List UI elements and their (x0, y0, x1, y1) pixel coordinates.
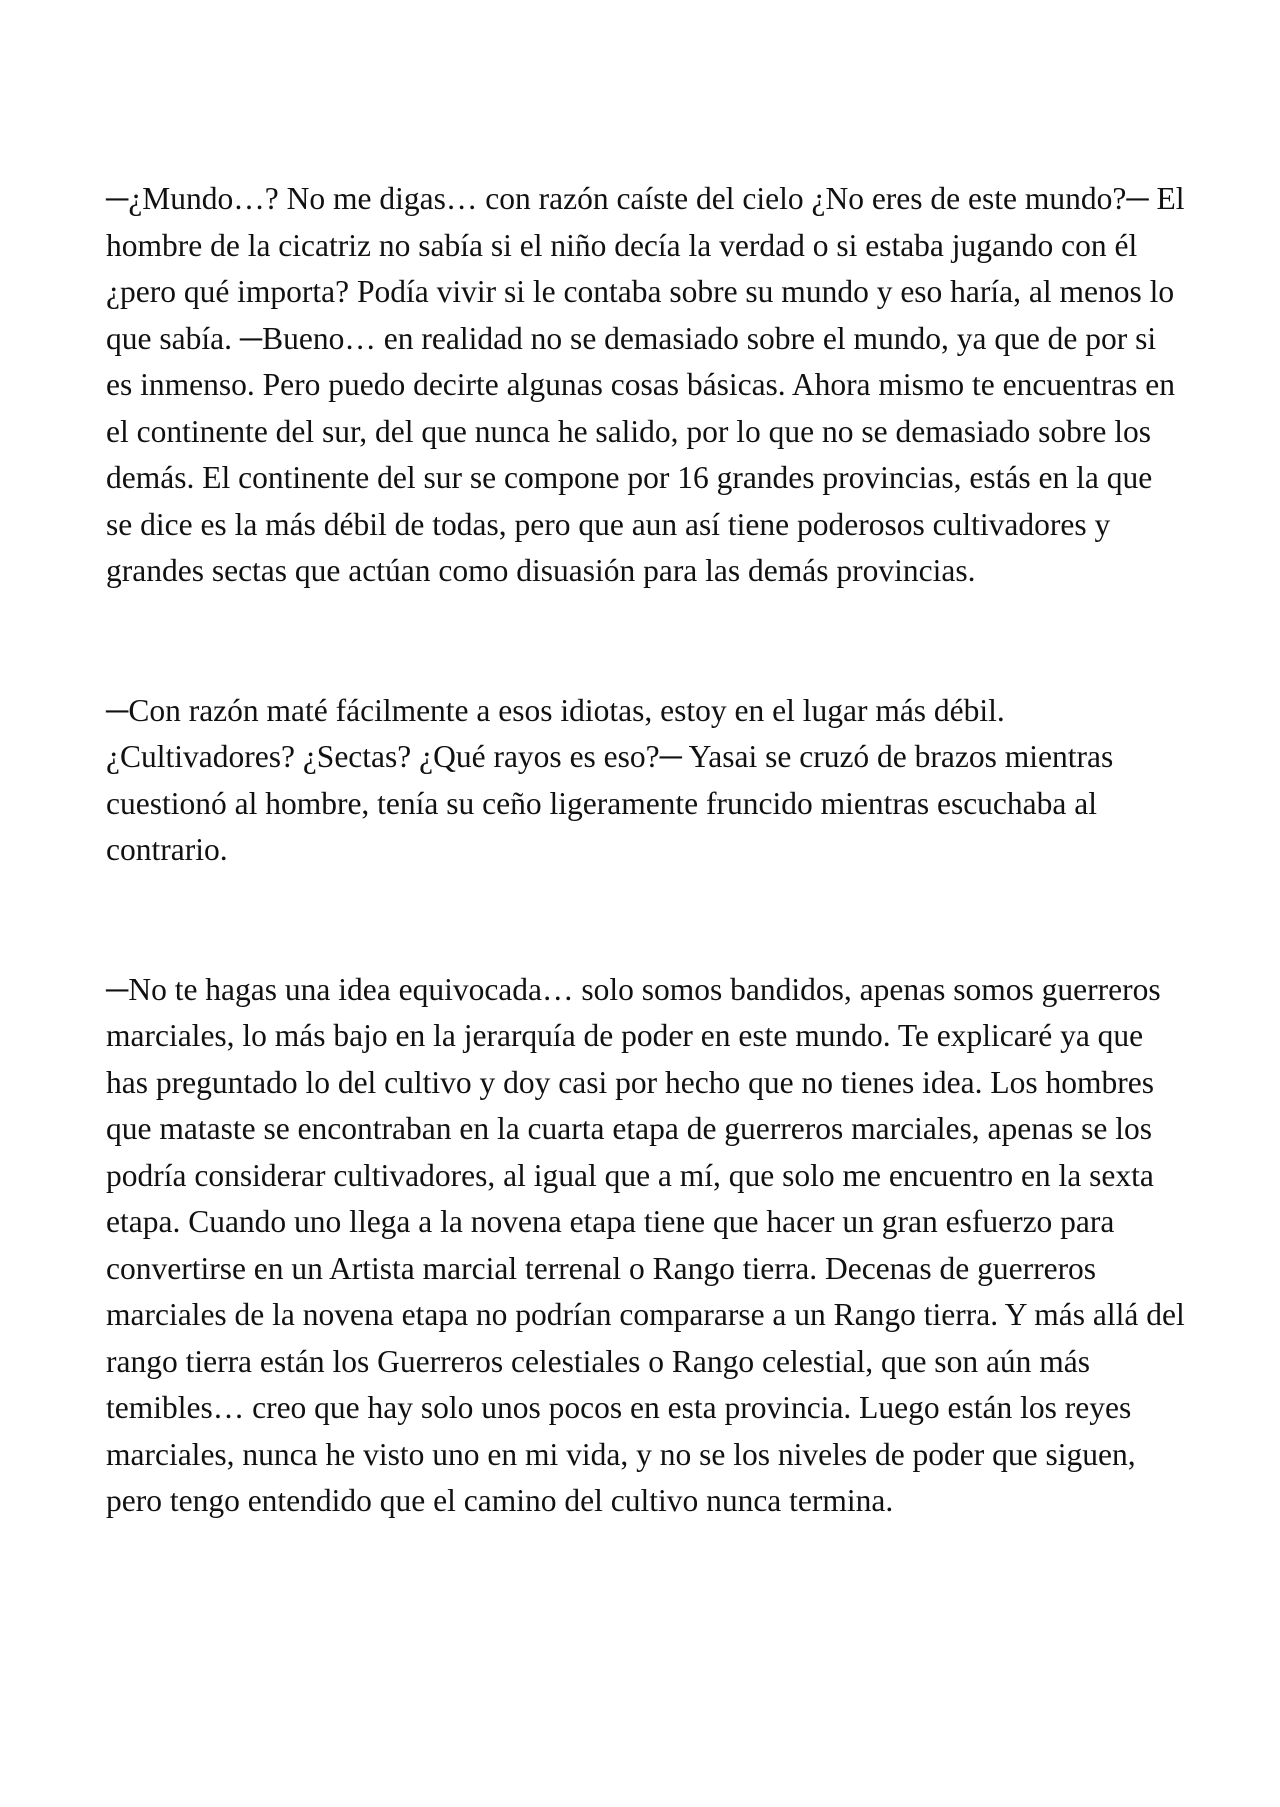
document-body (106, 176, 1186, 1525)
paragraph-1: ─¿Mundo…? No me digas… con razón caíste del cielo ¿No eres de este mundo?─ El hombre de la cicatriz no sabía si el niño decía la verdad o si estaba jugando con él ¿pero qué importa? Podía vivir si le contaba sobre su mundo y eso haría, al menos lo que sabía. ─Bueno… en realidad no se demasiado sobre el mundo, ya que de por si es inmenso. Pero puedo decirte algunas cosas básicas. Ahora mismo te encuentras en el continente del sur, del que nunca he salido, por lo que no se demasiado sobre los demás. El continente del sur se compone por 16 grandes provincias, estás en la que se dice es la más débil de todas, pero que aun así tiene poderosos cultivadores y grandes sectas que actúan como disuasión para las demás provincias. (106, 181, 1185, 588)
paragraph-2: ─Con razón maté fácilmente a esos idiotas, estoy en el lugar más débil. ¿Cultivadores? ¿Sectas? ¿Qué rayos es eso?─ Yasai se cruzó de brazos mientras cuestionó al hombre, tenía su ceño ligeramente fruncido mientras escuchaba al contrario. (106, 692, 1114, 867)
paragraph-3: ─No te hagas una idea equivocada… solo somos bandidos, apenas somos guerreros marciales, lo más bajo en la jerarquía de poder en este mundo. Te explicaré ya que has preguntado lo del cultivo y doy casi por hecho que no tienes idea. Los hombres que mataste se encontraban en la cuarta etapa de guerreros marciales, apenas se los podría considerar cultivadores, al igual que a mí, que solo me encuentro en la sexta etapa. Cuando uno llega a la novena etapa tiene que hacer un gran esfuerzo para convertirse en un Artista marcial terrenal o Rango tierra. Decenas de guerreros marciales de la novena etapa no podrían compararse a un Rango tierra. Y más allá del rango tierra están los Guerreros celestiales o Rango celestial, que son aún más temibles… creo que hay solo unos pocos en esta provincia. Luego están los reyes marciales, nunca he visto uno en mi vida, y no se los niveles de poder que siguen, pero tengo entendido que el camino del cultivo nunca termina. (106, 971, 1185, 1518)
